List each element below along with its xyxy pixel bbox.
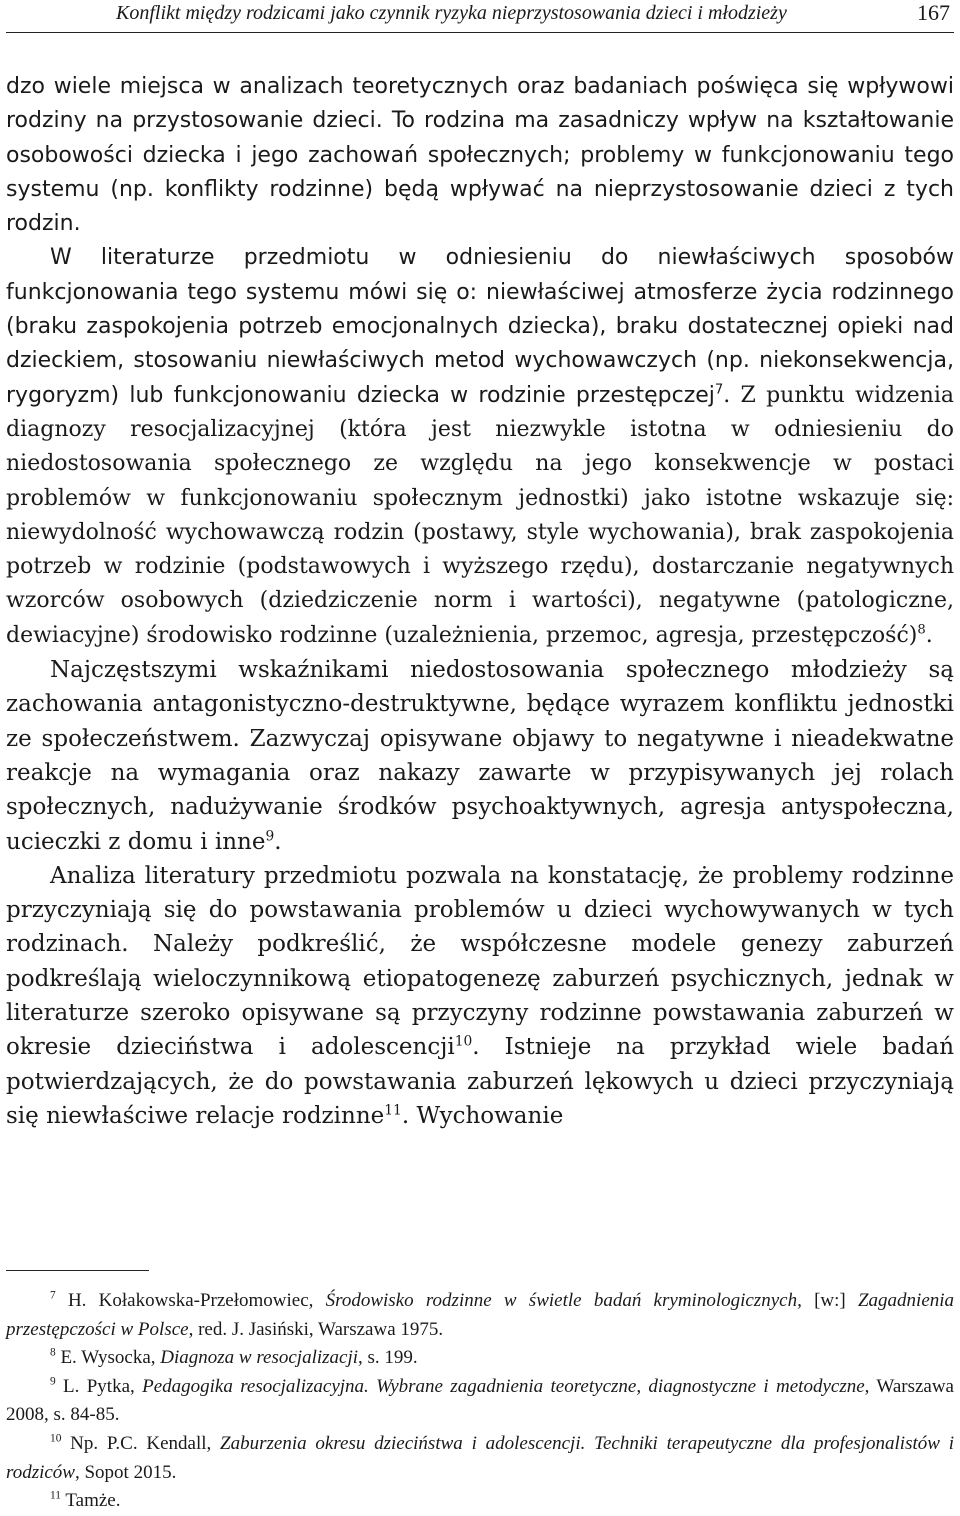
- paragraph-2-text-b: . Z punktu widzenia diagnozy resocjalizacyjnej (która jest niezwykle istotna w odniesieniu do niedostosowania społecznego ze względu na jego konsekwencje w postaci problemów w funkcjonowaniu społecznym jednostki) jako istotne wskazuje się: niewydolność wychowawczą rodzin (postawy, style wychowania), brak zaspokojenia potrzeb w rodzinie (podstawowych i wyższego rzędu), dostarczanie negatywnych wzorców osobowych (dziedziczenie norm i wartości), negatywne (patologiczne, dewiacyjne) środowisko rodzinne (uzależnienia, przemoc, agresja, przestępczość): [6, 382, 954, 648]
- footnote-ref-9: 9: [265, 827, 275, 844]
- footnote-11: [6, 1487, 954, 1516]
- footnote-number: 7: [50, 1289, 56, 1302]
- footnote-in: [w:]: [801, 1290, 858, 1311]
- page-header: [6, 0, 954, 33]
- paragraph-3-text: Najczęstszymi wskaźnikami niedostosowania społecznego młodzieży są zachowania antagonistyczno-destruktywne, będące wyrazem konfliktu jednostki ze społeczeństwem. Zazwyczaj opisywane objawy to negatywne i nieadekwatne reakcje na wymagania oraz nakazy zawarte w przypisywanych jej rolach społecznych, nadużywanie środków psychoaktywnych, agresja antyspołeczna, ucieczki z domu i inne: [6, 657, 954, 855]
- footnote-title: Środowisko rodzinne w świetle badań kryminologicznych,: [325, 1290, 802, 1311]
- running-title: Konflikt między rodzicami jako czynnik ryzyka nieprzystosowania dzieci i młodzieży: [116, 2, 787, 24]
- footnote-author: L. Pytka,: [55, 1375, 143, 1397]
- footnote-8: [6, 1344, 954, 1373]
- footnote-title: Pedagogika resocjalizacyjna. Wybrane zagadnienia teoretyczne, diagnostyczne i metodyczne: [142, 1375, 865, 1397]
- paragraph-4-text-a: Analiza literatury przedmiotu pozwala na konstatację, że problemy rodzinne przyczyniają się do powstawania problemów u dzieci wychowywanych w tych rodzinach. Należy podkreślić, że współczesne modele genezy zaburzeń podkreślają wieloczynnikową etiopatogenezę zaburzeń psychicznych, jednak w literaturze szeroko opisywane są przyczyny rodzinne powstawania zaburzeń w okresie dzieciństwa i adolescencji: [6, 862, 954, 1061]
- footnote-rest: , s. 199.: [358, 1347, 418, 1369]
- paragraph-2: [6, 241, 954, 653]
- main-text: [6, 70, 954, 1133]
- footnote-title: Zaburzenia okresu dzieciństwa i adolescencji. Techniki terapeutyczne dla profesjonalistów i rodziców: [6, 1432, 954, 1483]
- footnotes: [6, 1287, 954, 1516]
- footnote-title: Diagnoza w resocjalizacji: [160, 1347, 359, 1369]
- footnote-author: Np. P.C. Kendall,: [61, 1432, 221, 1454]
- footnote-text: Tamże.: [60, 1490, 121, 1512]
- page-number: 167: [917, 0, 950, 25]
- paragraph-4-text-b: . Istnieje na przykład wiele badań potwierdzających, że do powstawania zaburzeń lękowych u dzieci przyczyniają się niewłaściwe relacje rodzinne: [6, 1034, 955, 1129]
- paragraph-3-end: .: [274, 828, 282, 855]
- footnote-7: [6, 1287, 954, 1344]
- footnote-author: H. Kołakowska-Przełomowiec,: [67, 1290, 326, 1311]
- footnote-number: 10: [50, 1432, 62, 1445]
- footnote-source: Zagadnienia przestępczości w Polsce: [6, 1290, 955, 1340]
- paragraph-2-end: .: [925, 622, 933, 648]
- footnote-author: E. Wysocka,: [55, 1347, 161, 1369]
- footnote-ref-8: 8: [917, 622, 926, 638]
- footnote-rest: , red. J. Jasiński, Warszawa 1975.: [188, 1318, 444, 1340]
- footnote-number: 9: [50, 1375, 56, 1388]
- paragraph-2-text-a: W literaturze przedmiotu w odniesieniu do niewłaściwych sposobów funkcjonowania tego systemu mówi się o: niewłaściwej atmosferze życia rodzinnego (braku zaspokojenia potrzeb emocjonalnych dziecka), braku dostatecznej opieki nad dzieckiem, stosowaniu niewłaściwych metod wychowawczych (np. niekonsekwencja, rygoryzm) lub funkcjonowaniu dziecka w rodzinie przestępczej: [6, 245, 954, 408]
- footnote-ref-10: 10: [454, 1033, 473, 1050]
- footnote-ref-11: 11: [384, 1102, 402, 1119]
- footnote-separator: [6, 1270, 149, 1271]
- footnote-9: [6, 1373, 954, 1430]
- paragraph-4: [6, 859, 954, 1133]
- footnote-rest: , Sopot 2015.: [74, 1461, 177, 1483]
- footnote-number: 8: [50, 1346, 56, 1359]
- paragraph-4-text-c: . Wychowanie: [401, 1102, 564, 1129]
- footnote-rest: , Warszawa 2008, s. 84-85.: [6, 1375, 954, 1426]
- footnote-number: 11: [50, 1489, 61, 1502]
- footnote-10: [6, 1430, 954, 1487]
- paragraph-3: [6, 653, 954, 859]
- footnote-ref-7: 7: [714, 382, 724, 398]
- paragraph-1: dzo wiele miejsca w analizach teoretycznych oraz badaniach poświęca się wpływowi rodziny na przystosowanie dzieci. To rodzina ma zasadniczy wpływ na kształtowanie osobowości dziecka i jego zachowań społecznych; problemy w funkcjonowaniu tego systemu (np. konflikty rodzinne) będą wpływać na nieprzystosowanie dzieci z tych rodzin.: [6, 74, 954, 237]
